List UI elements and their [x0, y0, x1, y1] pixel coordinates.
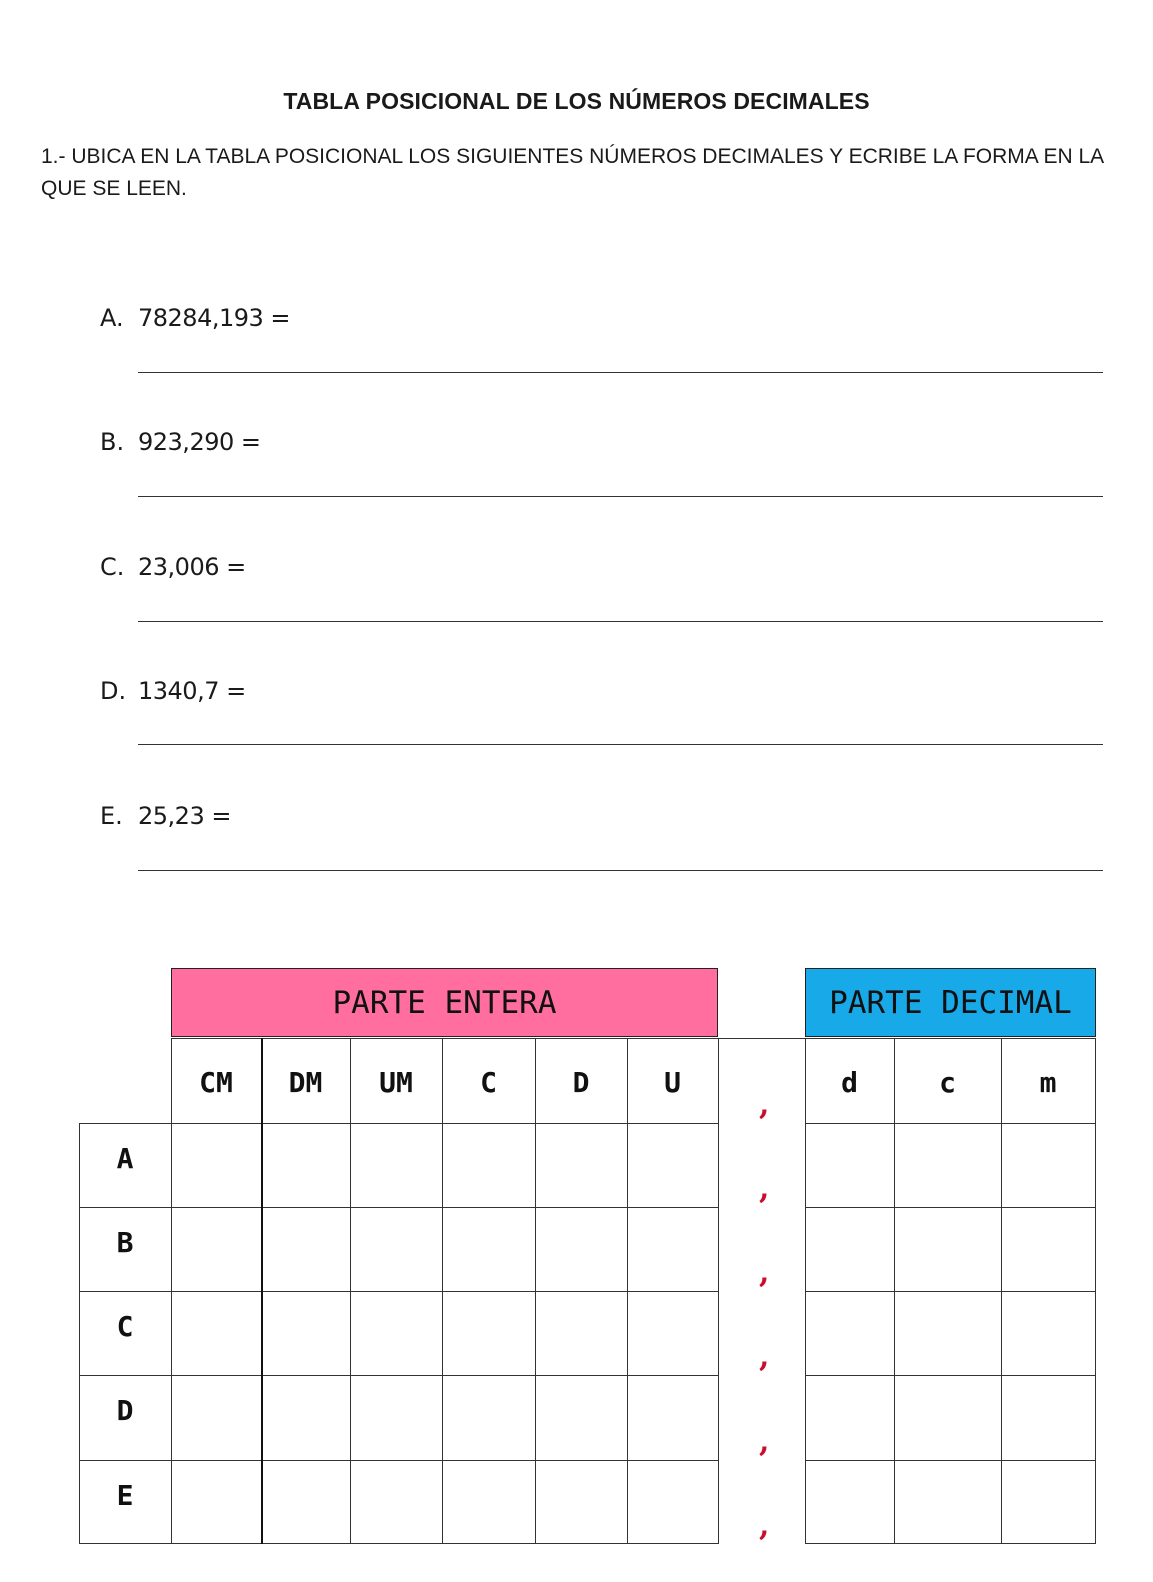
- item-number: 78284,193 =: [138, 304, 291, 332]
- decimal-comma: ,: [759, 1508, 770, 1543]
- grid-line: [79, 1375, 718, 1376]
- grid-line: [79, 1291, 718, 1292]
- grid-line: [805, 1543, 1096, 1544]
- decimal-comma: ,: [759, 1424, 770, 1459]
- decimal-comma: ,: [759, 1087, 770, 1122]
- item-number: 23,006 =: [138, 553, 246, 581]
- col-head-decimos: d: [841, 1065, 858, 1099]
- answer-line-b[interactable]: [138, 496, 1103, 497]
- row-head-d: D: [116, 1393, 134, 1427]
- grid-line: [805, 1207, 1096, 1208]
- col-head-milesimos: m: [1039, 1065, 1057, 1099]
- col-head-d: D: [572, 1065, 590, 1099]
- decimal-comma: ,: [759, 1339, 770, 1374]
- item-number: 25,23 =: [138, 802, 231, 830]
- item-number: 923,290 =: [138, 428, 261, 456]
- answer-line-c[interactable]: [138, 621, 1103, 622]
- grid-line: [805, 1291, 1096, 1292]
- row-head-c: C: [116, 1309, 134, 1343]
- col-head-dm: DM: [288, 1065, 323, 1099]
- col-head-centesimos: c: [939, 1065, 956, 1099]
- grid-line: [805, 1375, 1096, 1376]
- decimal-comma: ,: [759, 1255, 770, 1290]
- item-c: [100, 553, 246, 581]
- grid-line: [1095, 1038, 1096, 1544]
- decimal-comma: ,: [759, 1171, 770, 1206]
- item-letter: D.: [100, 677, 127, 705]
- row-head-b: B: [116, 1225, 134, 1259]
- item-d: [100, 677, 246, 705]
- col-head-um: UM: [379, 1065, 413, 1099]
- col-head-cm: CM: [199, 1065, 233, 1099]
- item-number: 1340,7 =: [138, 677, 246, 705]
- row-head-a: A: [116, 1141, 134, 1175]
- instruction-text: 1.- UBICA EN LA TABLA POSICIONAL LOS SIGUIENTES NÚMEROS DECIMALES Y ECRIBE LA FORMA EN LA QUE SE LEEN.: [41, 145, 1104, 200]
- answer-line-a[interactable]: [138, 372, 1103, 373]
- answer-line-d[interactable]: [138, 744, 1103, 745]
- parte-entera-header: PARTE ENTERA: [171, 968, 718, 1037]
- answer-line-e[interactable]: [138, 870, 1103, 871]
- col-head-c: C: [480, 1065, 497, 1099]
- item-letter: B.: [100, 428, 125, 456]
- item-a: [100, 304, 290, 332]
- grid-line: [805, 1460, 1096, 1461]
- item-letter: E.: [100, 802, 123, 830]
- item-letter: C.: [100, 553, 125, 581]
- grid-line: [79, 1207, 718, 1208]
- parte-decimal-header: PARTE DECIMAL: [805, 968, 1096, 1037]
- grid-line: [79, 1543, 718, 1544]
- grid-line: [171, 1038, 1096, 1039]
- col-head-u: U: [664, 1065, 681, 1099]
- grid-line: [79, 1460, 718, 1461]
- item-letter: A.: [100, 304, 124, 332]
- page-title: TABLA POSICIONAL DE LOS NÚMEROS DECIMALES: [283, 88, 870, 114]
- item-b: [100, 428, 260, 456]
- grid-line: [718, 1038, 719, 1544]
- item-e: [100, 802, 231, 830]
- row-head-e: E: [116, 1478, 134, 1512]
